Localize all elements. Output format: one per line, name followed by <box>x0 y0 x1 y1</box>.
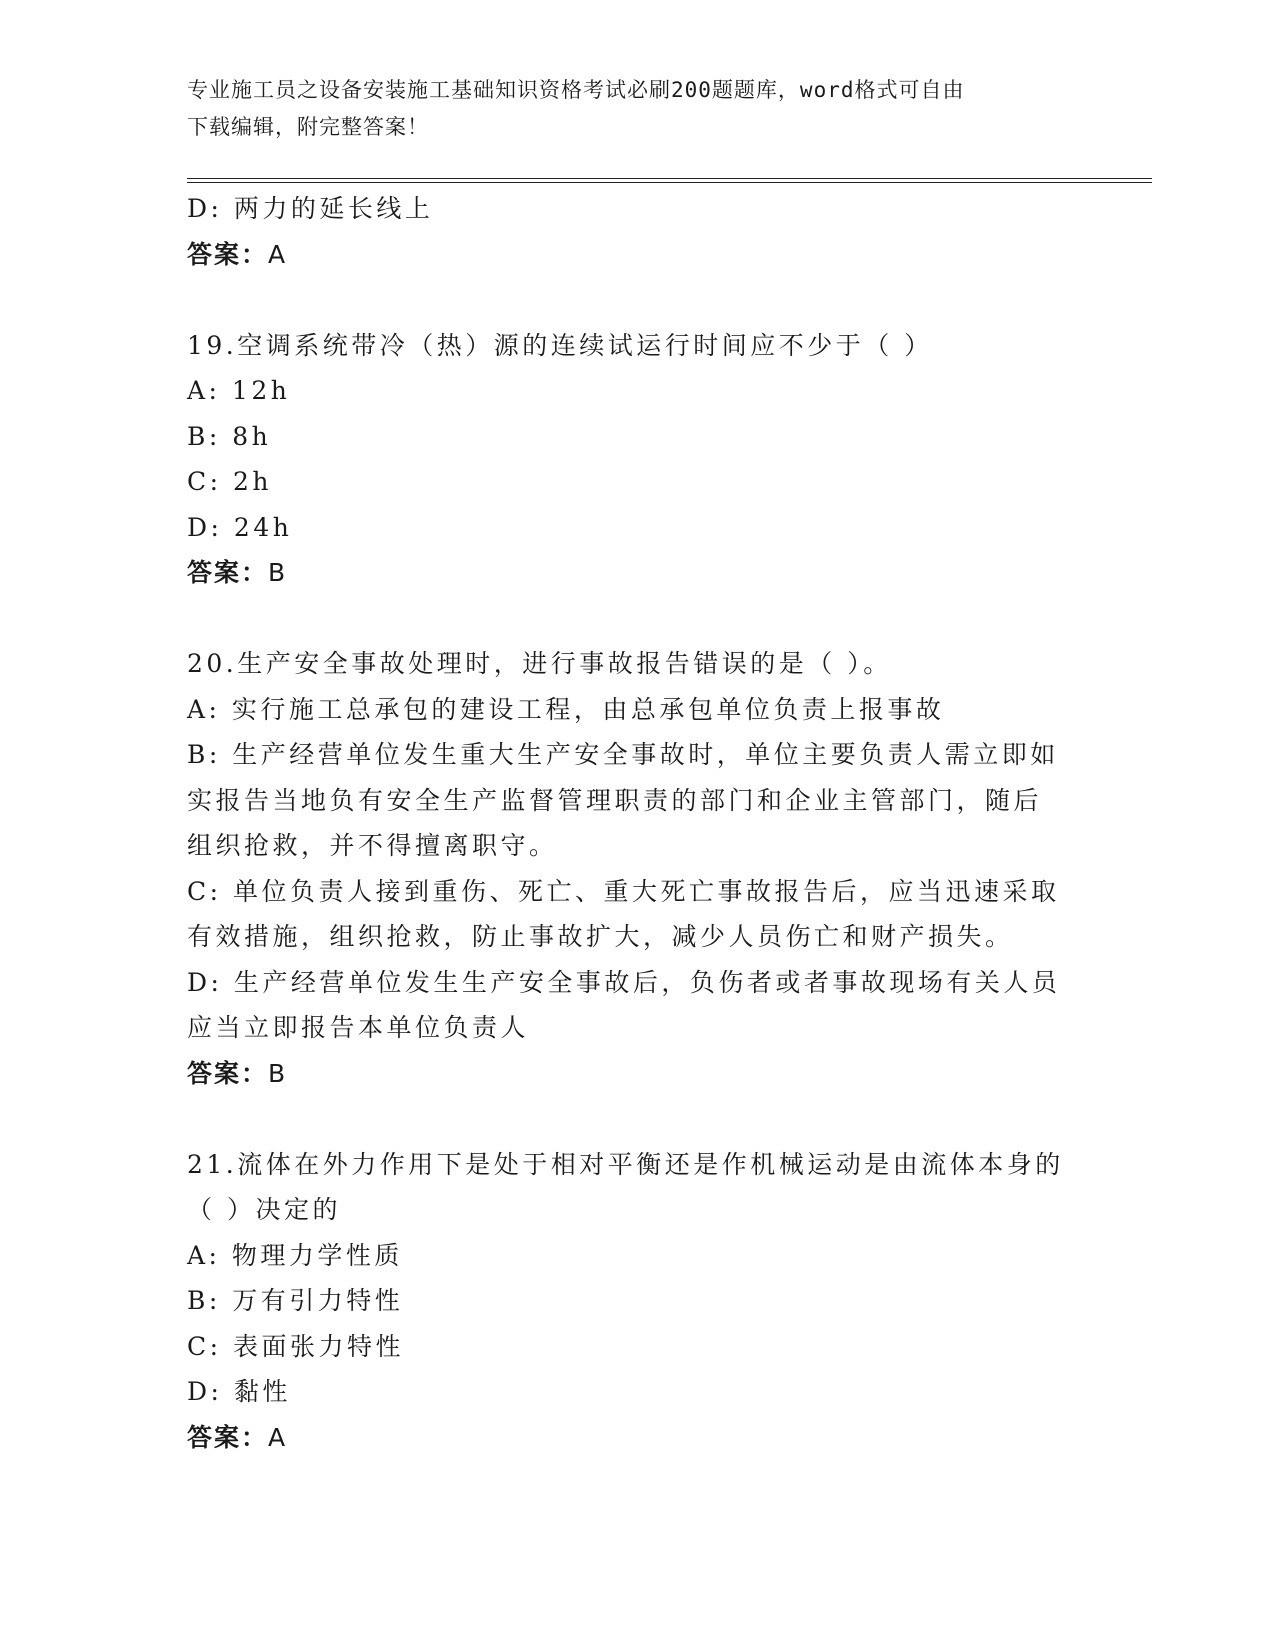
header-rule-top <box>187 178 1152 179</box>
option-d: D: 生产经营单位发生生产安全事故后，负伤者或者事故现场有关人员 <box>187 967 1061 997</box>
option-d: D: 两力的延长线上 <box>187 194 434 223</box>
option-c: C: 单位负责人接到重伤、死亡、重大死亡事故报告后，应当迅速采取 <box>187 876 1060 906</box>
option-d: D: 黏性 <box>187 1377 291 1406</box>
question-stem: 21.流体在外力作用下是处于相对平衡还是作机械运动是由流体本身的 <box>187 1149 1064 1179</box>
answer-label: 答案： <box>187 239 269 269</box>
answer-label: 答案： <box>187 1058 269 1088</box>
answer-value: A <box>268 1422 287 1452</box>
option-c: C: 2h <box>187 467 273 496</box>
block-spacer <box>187 596 1087 642</box>
block-spacer <box>187 277 1087 323</box>
option-a: A: 12h <box>187 376 291 405</box>
option-b-continued: 组织抢救，并不得擅离职守。 <box>187 831 558 860</box>
answer-label: 答案： <box>187 1422 269 1452</box>
question-content <box>187 186 1087 1460</box>
question-block-19 <box>187 323 1087 596</box>
option-b: B: 8h <box>187 421 272 451</box>
question-block-20 <box>187 641 1087 1096</box>
document-header <box>187 72 1067 146</box>
question-block-21 <box>187 1142 1087 1461</box>
answer-value: A <box>268 239 287 269</box>
option-b: B: 生产经营单位发生重大生产安全事故时，单位主要负责人需立即如 <box>187 740 1059 769</box>
answer-line <box>187 1051 1087 1097</box>
option-d-continued: 应当立即报告本单位负责人 <box>187 1013 530 1042</box>
option-d: D: 24h <box>187 512 293 542</box>
answer-line <box>187 1415 1087 1461</box>
header-title-line-2: 下载编辑，附完整答案！ <box>187 115 429 139</box>
question-stem: 19.空调系统带冷（热）源的连续试运行时间应不少于（ ） <box>187 330 933 360</box>
answer-value: B <box>268 1058 287 1088</box>
option-a: A: 物理力学性质 <box>187 1240 403 1270</box>
option-b-continued: 实报告当地负有安全生产监督管理职责的部门和企业主管部门，随后 <box>187 785 1043 815</box>
option-c-continued: 有效措施，组织抢救，防止事故扩大，减少人员伤亡和财产损失。 <box>187 922 1014 951</box>
answer-line <box>187 550 1087 596</box>
option-c: C: 表面张力特性 <box>187 1331 404 1361</box>
question-block-18 <box>187 186 1087 277</box>
option-b: B: 万有引力特性 <box>187 1286 404 1315</box>
answer-value: B <box>268 558 287 587</box>
option-a: A: 实行施工总承包的建设工程，由总承包单位负责上报事故 <box>187 694 945 724</box>
answer-label: 答案： <box>187 558 269 587</box>
header-title-line-1: 专业施工员之设备安装施工基础知识资格考试必刷200题题库，word格式可自由 <box>187 78 965 102</box>
block-spacer <box>187 1096 1087 1142</box>
question-stem-continued: （ ）决定的 <box>187 1195 341 1224</box>
answer-line <box>187 232 1087 278</box>
header-rule-bottom <box>187 182 1152 183</box>
question-stem: 20.生产安全事故处理时，进行事故报告错误的是（ ）。 <box>187 649 892 678</box>
